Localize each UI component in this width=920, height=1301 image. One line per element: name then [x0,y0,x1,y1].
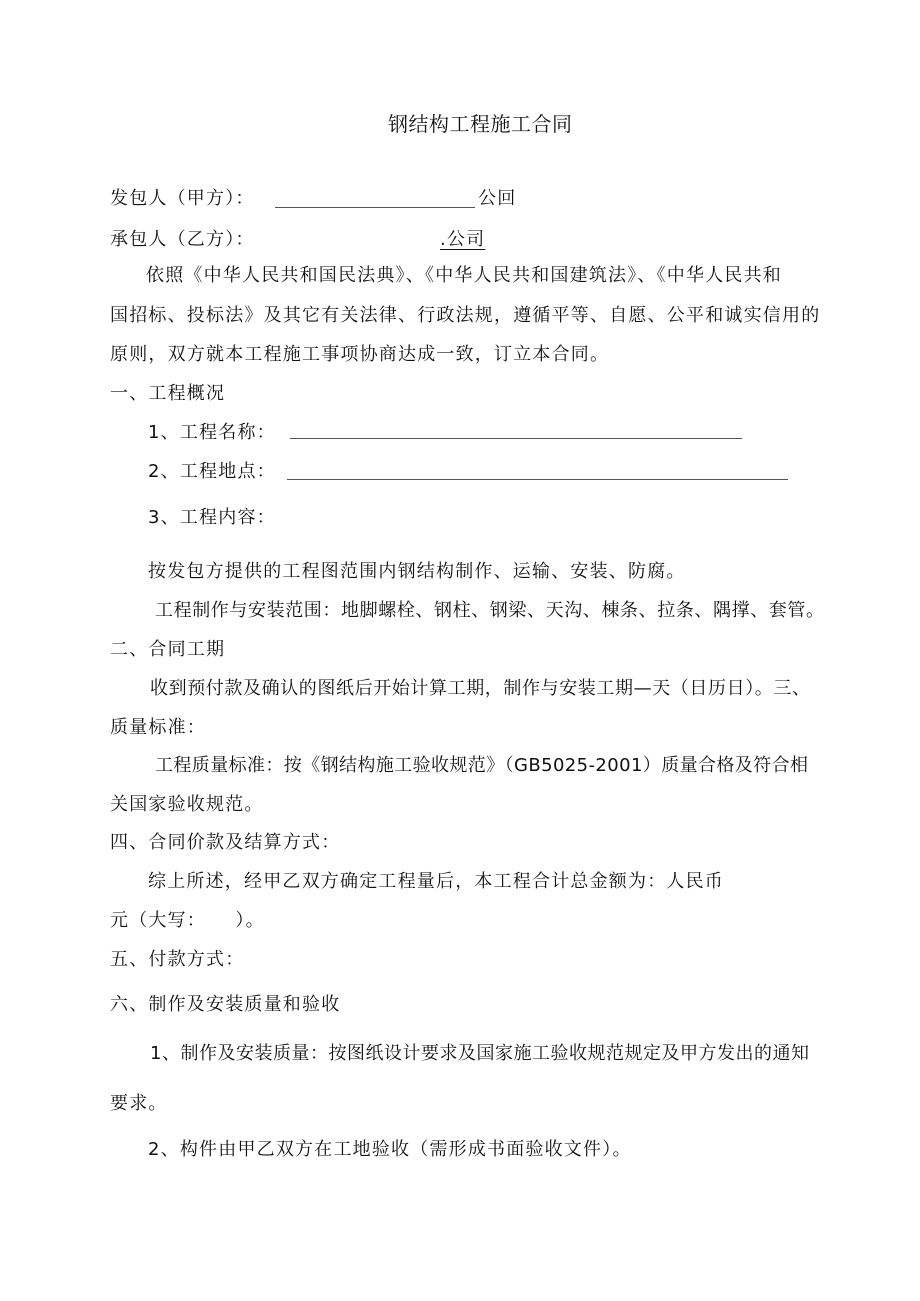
project-content-text: 按发包方提供的工程图范围内钢结构制作、运输、安装、防腐。 [148,561,686,582]
price-line-1: 综上所述，经甲乙双方确定工程量后，本工程合计总金额为：人民币 [148,871,724,892]
section-2-heading: 二、合同工期 [110,639,226,660]
project-content-label: 3、工程内容： [148,507,276,528]
project-location-blank [287,479,788,480]
project-name-blank [290,438,742,439]
schedule-line-1: 收到预付款及确认的图纸后开始计算工期，制作与安装工期—天（日历日）。三、 [150,678,811,699]
acceptance-item-2: 2、构件由甲乙双方在工地验收（需形成书面验收文件）。 [148,1139,632,1160]
acceptance-item-1-line-2: 要求。 [110,1093,168,1114]
party-a-label: 发包人（甲方）： [110,188,255,209]
intro-line-2: 国招标、投标法》及其它有关法律、行政法规，遵循平等、自愿、公平和诚实信用的 [110,305,821,326]
acceptance-item-1-line-1: 1、制作及安装质量：按图纸设计要求及国家施工验收规范规定及甲方发出的通知 [150,1043,810,1064]
party-b-label: 承包人（乙方）： [110,229,255,250]
project-scope-text: 工程制作与安装范围：地脚螺栓、钢柱、钢梁、天沟、棟条、拉条、隅撑、套管。 [155,600,825,621]
page-title: 钢结构工程施工合同 [388,112,573,136]
party-b-suffix: .公司 [440,229,486,250]
section-1-heading: 一、工程概况 [110,383,226,404]
price-line-2: 元（大写： ）。 [110,910,265,931]
party-a-suffix: 公回 [478,188,517,209]
section-6-heading: 六、制作及安装质量和验收 [110,994,341,1015]
quality-line-2: 关国家验收规范。 [110,794,264,815]
party-a-name-blank [275,207,475,208]
intro-line-3: 原则，双方就本工程施工事项协商达成一致，订立本合同。 [110,344,610,365]
quality-line-1: 工程质量标准：按《钢结构施工验收规范》（GB5025-2001）质量合格及符合相 [155,755,809,776]
intro-line-1: 依照《中华人民共和国民法典》、《中华人民共和国建筑法》、《中华人民共和 [146,265,782,286]
project-name-label: 1、工程名称： [148,422,276,443]
schedule-line-2: 质量标准： [110,717,206,738]
section-4-heading: 四、合同价款及结算方式： [110,832,341,853]
section-5-heading: 五、付款方式： [110,949,245,970]
project-location-label: 2、工程地点： [148,461,276,482]
